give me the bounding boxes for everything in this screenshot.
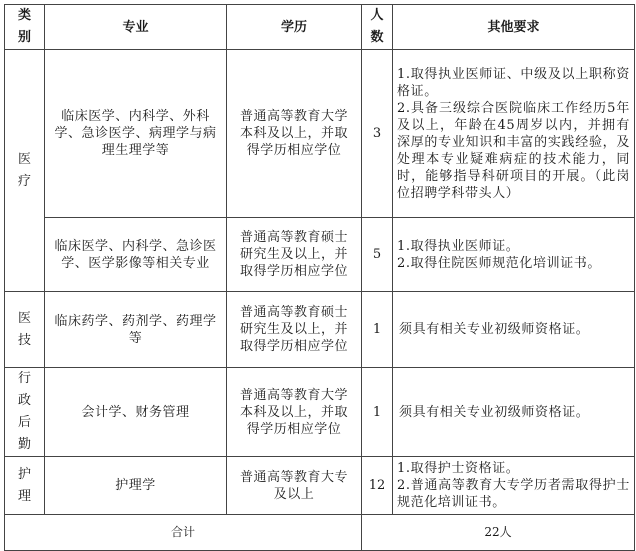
major-cell: 临床药学、药剂学、药理学等 (45, 292, 227, 368)
total-row (5, 515, 635, 551)
requirements-cell: 须具有相关专业初级师资格证。 (393, 292, 635, 368)
major-cell: 临床医学、内科学、急诊医学、医学影像等相关专业 (45, 218, 227, 292)
count-cell: 1 (362, 292, 393, 368)
header-category: 类别 (5, 5, 45, 50)
header-row (5, 5, 635, 50)
table-row (5, 457, 635, 515)
education-cell: 普通高等教育大学本科及以上，并取得学历相应学位 (227, 368, 362, 457)
education-cell: 普通高等教育硕士研究生及以上，并取得学历相应学位 (227, 218, 362, 292)
category-cell-medical: 医疗 (5, 50, 45, 292)
category-cell-tech: 医技 (5, 292, 45, 368)
requirement-item: 2.具备三级综合医院临床工作经历5年及以上，年龄在45周岁以内，并拥有深厚的专业知识和丰富的实践经验，及处理本专业疑难病症的技术能力，同时，能够指导科研项目的开展。（此岗位招聘学科带头人） (397, 100, 630, 201)
header-count: 人数 (362, 5, 393, 50)
count-cell: 1 (362, 368, 393, 457)
category-cell-nursing: 护理 (5, 457, 45, 515)
total-value: 22人 (362, 515, 635, 551)
header-education: 学历 (227, 5, 362, 50)
table-row (5, 50, 635, 218)
requirements-cell (393, 457, 635, 515)
requirement-item: 1.取得护士资格证。 (397, 461, 520, 476)
requirement-item: 1.取得执业医师证。 (397, 238, 520, 254)
header-requirements: 其他要求 (393, 5, 635, 50)
major-cell: 护理学 (45, 457, 227, 515)
count-cell: 3 (362, 50, 393, 218)
recruitment-table (4, 4, 635, 551)
total-label: 合计 (5, 515, 362, 551)
requirements-cell (393, 50, 635, 218)
table-row (5, 218, 635, 292)
table-row (5, 292, 635, 368)
education-cell: 普通高等教育大专及以上 (227, 457, 362, 515)
category-cell-admin: 行政后勤 (5, 368, 45, 457)
requirement-item: 2.取得住院医师规范化培训证书。 (397, 255, 602, 271)
requirement-item: 1.取得执业医师证、中级及以上职称资格证。 (397, 66, 630, 99)
major-cell: 临床医学、内科学、外科学、急诊医学、病理学与病理生理学等 (45, 50, 227, 218)
header-major: 专业 (45, 5, 227, 50)
count-cell: 12 (362, 457, 393, 515)
count-cell: 5 (362, 218, 393, 292)
requirements-cell: 须具有相关专业初级师资格证。 (393, 368, 635, 457)
requirements-cell (393, 218, 635, 292)
major-cell: 会计学、财务管理 (45, 368, 227, 457)
education-cell: 普通高等教育大学本科及以上，并取得学历相应学位 (227, 50, 362, 218)
table-row (5, 368, 635, 457)
education-cell: 普通高等教育硕士研究生及以上，并取得学历相应学位 (227, 292, 362, 368)
requirement-item: 2.普通高等教育大专学历者需取得护士规范化培训证书。 (397, 478, 630, 510)
